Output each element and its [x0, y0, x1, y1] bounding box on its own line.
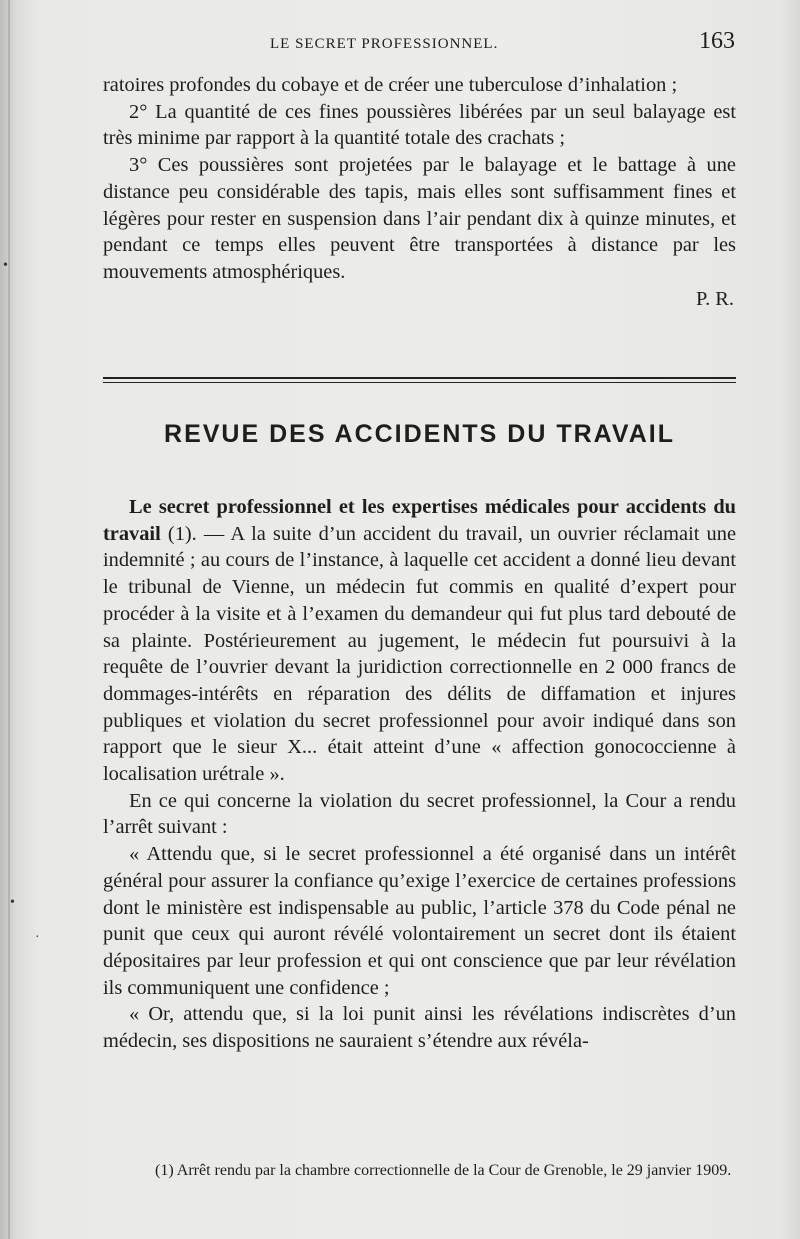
article-title: Le secret professionnel et les expertises médicales pour accidents du travail — [103, 496, 736, 545]
section-title: REVUE DES ACCIDENTS DU TRAVAIL — [164, 420, 675, 448]
paragraph: En ce qui concerne la violation du secret professionnel, la Cour a rendu l’arrêt suivant : — [103, 789, 736, 839]
binding-gutter — [8, 0, 10, 1239]
page-number: 163 — [699, 28, 735, 54]
edge-mark: · — [35, 930, 40, 945]
section-divider — [103, 382, 736, 383]
section-divider — [103, 377, 736, 379]
edge-mark: • — [3, 258, 8, 273]
paragraph: ratoires profondes du cobaye et de créer une tuberculose d’inhalation ; — [103, 74, 678, 96]
paragraph: « Attendu que, si le secret professionnel a été organisé dans un intérêt général pour assurer la confiance qu’exige l’exercice de certaines professions dont le ministère est indispensable au public, l’article 378 du Code pénal ne punit que ceux qui auront révélé volontairement un secret dont ils étaient dépositaires par leur profession et qui ont conscience que par leur révélation ils communiquent une confidence ; — [103, 843, 736, 999]
running-head: LE SECRET PROFESSIONNEL. — [270, 36, 499, 52]
paragraph — [103, 494, 736, 788]
page-header — [105, 28, 735, 58]
author-signature: P. R. — [696, 287, 734, 310]
paragraph: « Or, attendu que, si la loi punit ainsi les révélations indiscrètes d’un médecin, ses dispositions ne sauraient s’étendre aux révéla- — [103, 1003, 736, 1053]
article-block — [103, 494, 736, 1055]
paragraph-text: A la suite d’un accident du travail, un ouvrier réclamait une indemnité ; au cours de l’instance, à laquelle cet accident a donné lieu devant le tribunal de Vienne, un médecin fut commis en qualité d’expert pour procéder à la visite et à l’examen du demandeur qui fut plus tard debouté de sa plainte. Postérieurement au jugement, le médecin fut poursuivi à la requête de l’ouvrier devant la juridiction correctionnelle en 2 000 francs de dommages-intérêts en réparation des délits de diffamation et injures publiques et violation du secret professionnel pour avoir indiqué dans son rapport que le sieur X... était atteint d’une « affection gonococcienne à localisation urétrale ». — [103, 522, 736, 786]
footnote: (1) Arrêt rendu par la chambre correctionnelle de la Cour de Grenoble, le 29 janvier 1909. — [155, 1162, 732, 1179]
continued-text-block — [103, 72, 736, 312]
paragraph: 3° Ces poussières sont projetées par le balayage et le battage à une distance peu considérable des tapis, mais elles sont suffisamment fines et légères pour rester en suspension dans l’air pendant dix à quinze minutes, et pendant ce temps elles peuvent être transportées à distance par les mouvements atmosphériques. — [103, 154, 736, 283]
paragraph: 2° La quantité de ces fines poussières libérées par un seul balayage est très minime par rapport à la quantité totale des crachats ; — [103, 100, 736, 150]
footnote-reference: (1). — — [160, 522, 231, 545]
edge-mark: • — [10, 895, 15, 910]
